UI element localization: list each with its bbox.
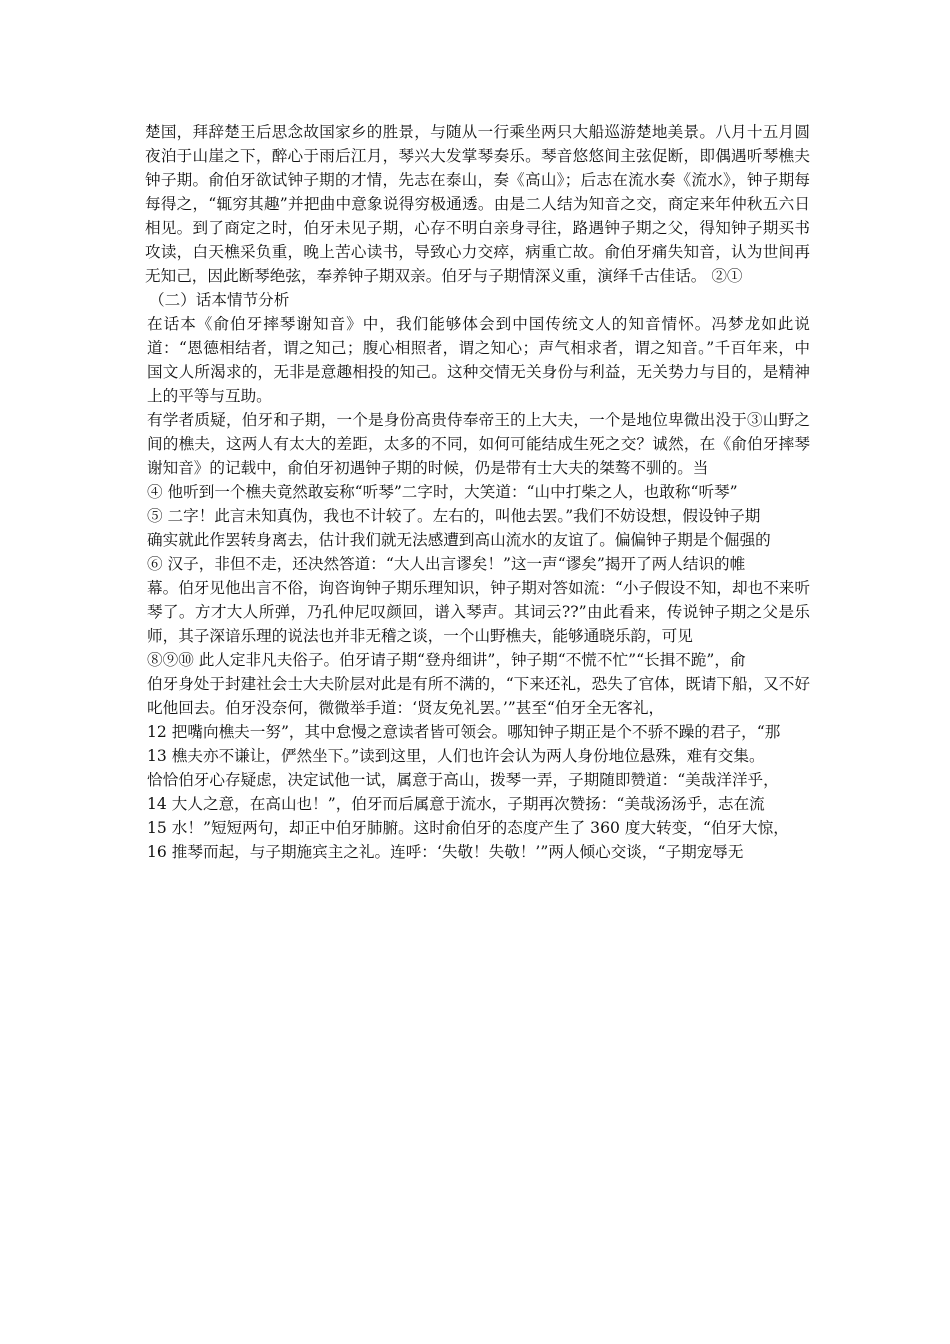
- paragraph-line-8: 幕。伯牙见他出言不俗，询咨询钟子期乐理知识，钟子期对答如流：“小子假设不知，却也不来听琴了。方才大人所弹，乃孔仲尼叹颜回，谱入琴声。其词云??”由此看来，传说钟子期之父是乐师，其子深谙乐理的说法也并非无稽之谈，一个山野樵夫，能够通晓乐韵，可见: [147, 579, 810, 645]
- paragraph-line-4: ④ 他听到一个樵夫竟然敢妄称“听琴”二字时，大笑道：“山中打柴之人，也敢称“听琴”: [147, 483, 738, 501]
- paragraph-scholar-doubt: 有学者质疑，伯牙和子期，一个是身份高贵侍奉帝王的上大夫，一个是地位卑微出没于③山野之间的樵夫，这两人有太大的差距，太多的不同，如何可能结成生死之交？诚然，在《俞伯牙摔琴谢知音》的记载中，俞伯牙初遇钟子期的时候，仍是带有士大夫的桀骜不驯的。当: [147, 411, 810, 477]
- paragraph-line-12: 12 把嘴向樵夫一努”，其中怠慢之意读者皆可领会。哪知钟子期正是个不骄不躁的君子，“那: [147, 723, 781, 741]
- paragraph-line-14: 14 大人之意，在高山也！”，伯牙而后属意于流水，子期再次赞扬：“美哉汤汤乎，志在流: [147, 795, 765, 813]
- paragraph-zhiyin-feeling: 在话本《俞伯牙摔琴谢知音》中，我们能够体会到中国传统文人的知音情怀。冯梦龙如此说道：“恩德相结者，谓之知己；腹心相照者，谓之知心；声气相求者，谓之知音。”千百年来，中国文人所渴求的，无非是意趣相投的知己。这种交情无关身份与利益，无关势力与目的，是精神上的平等与互助。: [147, 315, 810, 405]
- paragraph-line-5: ⑤ 二字！此言未知真伪，我也不计较了。左右的，叫他去罢。”我们不妨设想，假设钟子期: [147, 507, 761, 525]
- paragraph-line-13b: 恰恰伯牙心存疑虑，决定试他一试，属意于高山，拨琴一弄，子期随即赞道：“美哉洋洋乎，: [147, 771, 779, 789]
- paragraph-line-15: 15 水！”短短两句，却正中伯牙肺腑。这时俞伯牙的态度产生了 360 度大转变，“伯牙大惊，: [147, 819, 789, 837]
- paragraph-story-summary: 楚国，拜辞楚王后思念故国家乡的胜景，与随从一行乘坐两只大船巡游楚地美景。八月十五月圆夜泊于山崖之下，醉心于雨后江月，琴兴大发掌琴奏乐。琴音悠悠间主弦促断，即偶遇听琴樵夫钟子期。俞伯牙欲试钟子期的才情，先志在泰山，奏《高山》；后志在流水奏《流水》，钟子期每每得之，“辄穷其趣”并把曲中意象说得穷极通透。由是二人结为知音之交，商定来年仲秋五六日相见。到了商定之时，伯牙未见子期，心存不明白亲身寻往，路遇钟子期之父，得知钟子期买书攻读，白天樵采负重，晚上苦心读书，导致心力交瘁，病重亡故。俞伯牙痛失知音，认为世间再无知己，因此断琴绝弦，奉养钟子期双亲。伯牙与子期情深义重，演绎千古佳话。 ②①: [145, 123, 810, 285]
- paragraph-line-10: 伯牙身处于封建社会士大夫阶层对此是有所不满的，“下来还礼，恐失了官体，既请下船，又不好叱他回去。伯牙没奈何，微微举手道：‘贤友免礼罢。’”甚至“伯牙全无客礼，: [147, 675, 810, 717]
- paragraph-line-16: 16 推琴而起，与子期施宾主之礼。连呼：‘失敬！失敬！’”两人倾心交谈，“子期宠辱无: [147, 843, 744, 861]
- paragraph-line-7: ⑥ 汉子，非但不走，还决然答道：“大人出言谬矣！”这一声“谬矣”揭开了两人结识的帷: [147, 555, 746, 573]
- section-heading-plot-analysis: （二）话本情节分析: [149, 291, 290, 309]
- paragraph-line-6: 确实就此作罢转身离去，估计我们就无法感遭到高山流水的友谊了。偏偏钟子期是个倔强的: [147, 531, 771, 549]
- paragraph-line-13: 13 樵夫亦不谦让，俨然坐下。”读到这里，人们也许会认为两人身份地位悬殊，难有交集。: [147, 747, 765, 765]
- paragraph-line-9: ⑧⑨⑩ 此人定非凡夫俗子。伯牙请子期“登舟细讲”，钟子期“不慌不忙”“长揖不跪”，俞: [147, 651, 746, 669]
- document-page: [145, 120, 810, 864]
